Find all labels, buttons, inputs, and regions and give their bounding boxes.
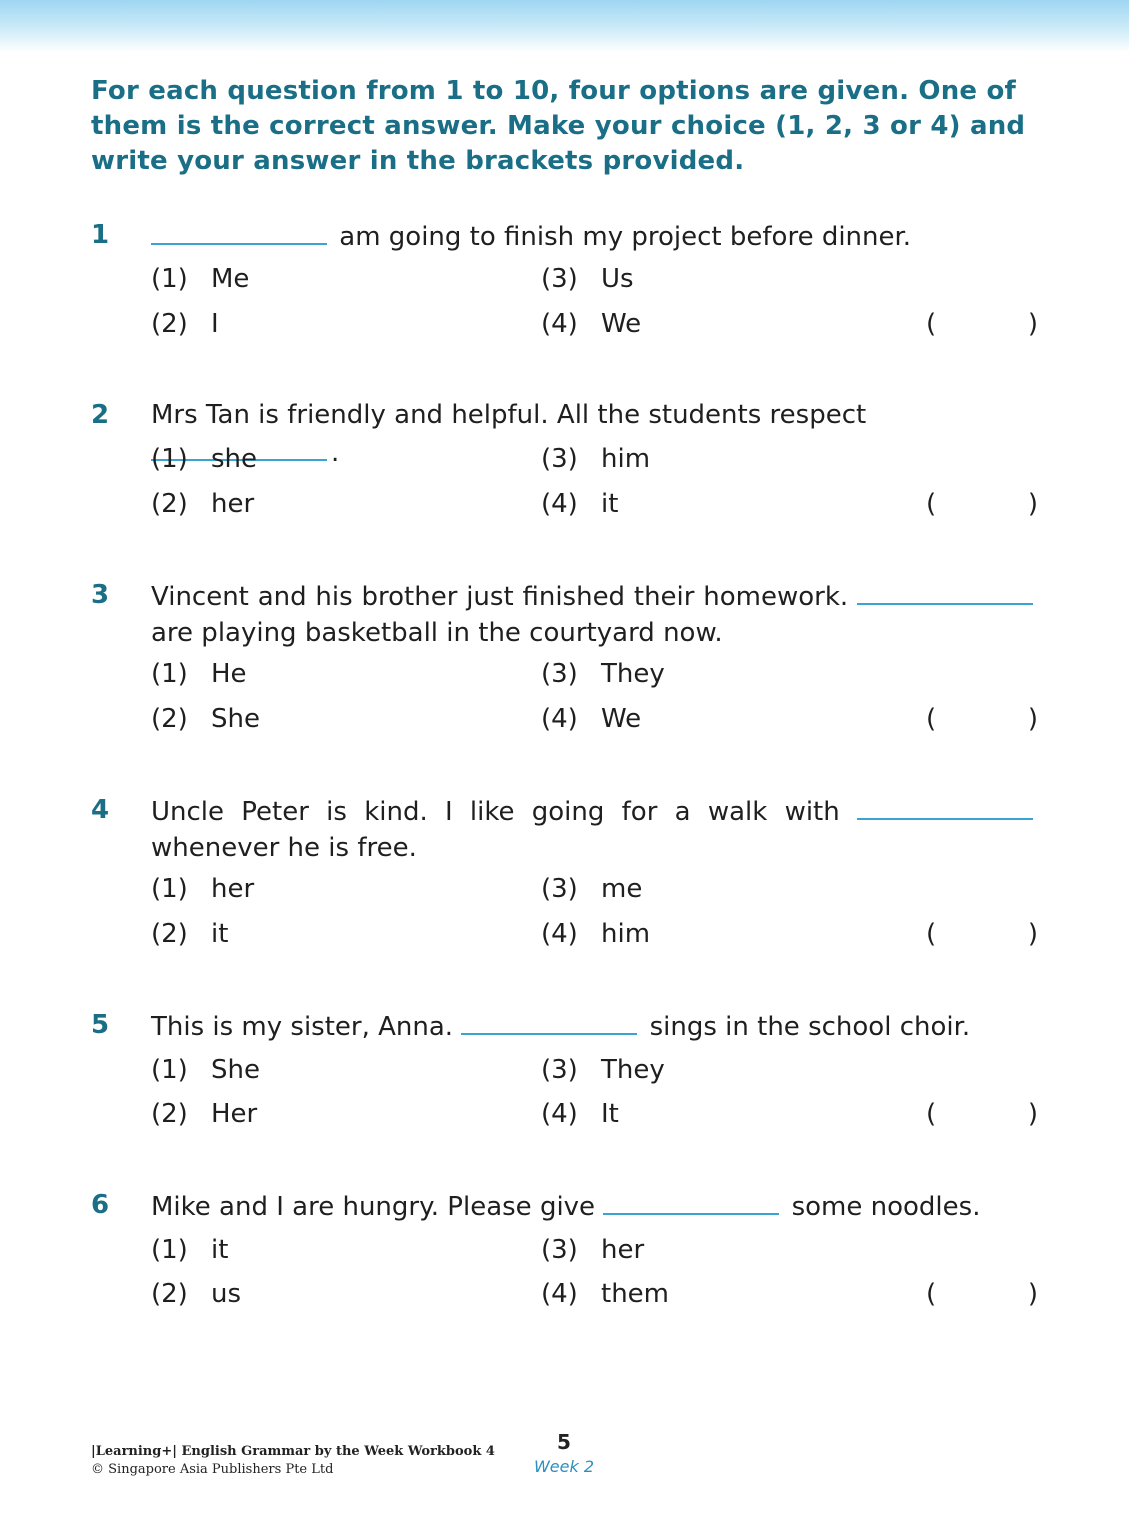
option-4 bbox=[541, 306, 641, 342]
option-number: (4) bbox=[541, 919, 578, 949]
stem-text-before: Vincent and his brother just finished their homework. bbox=[151, 582, 849, 612]
bracket-close: ) bbox=[1027, 489, 1038, 519]
option-4 bbox=[541, 701, 641, 737]
answer-brackets[interactable] bbox=[926, 701, 1038, 737]
question-number: 2 bbox=[91, 400, 110, 430]
option-1 bbox=[151, 871, 254, 907]
bracket-open: ( bbox=[926, 1279, 937, 1309]
option-text: He bbox=[211, 659, 247, 689]
option-number: (4) bbox=[541, 704, 578, 734]
option-number: (1) bbox=[151, 444, 188, 474]
option-text: him bbox=[601, 444, 651, 474]
answer-blank[interactable] bbox=[603, 1187, 779, 1215]
option-text: her bbox=[211, 874, 255, 904]
option-text: it bbox=[211, 1235, 229, 1265]
page-number: 5 bbox=[557, 1430, 571, 1454]
option-text: I bbox=[211, 309, 219, 339]
answer-blank[interactable] bbox=[151, 217, 327, 245]
option-number: (3) bbox=[541, 659, 578, 689]
instructions: For each question from 1 to 10, four options are given. One of them is the correct answer. Make your choice (1, 2, 3 or 4) and write your answer in the brackets provided. bbox=[91, 76, 1026, 176]
option-text: me bbox=[601, 874, 643, 904]
option-number: (1) bbox=[151, 659, 188, 689]
option-text: her bbox=[601, 1235, 645, 1265]
option-number: (1) bbox=[151, 874, 188, 904]
option-4 bbox=[541, 486, 618, 522]
question-stem bbox=[151, 1007, 1037, 1045]
option-3 bbox=[541, 871, 642, 907]
stem-text-after: sings in the school choir. bbox=[649, 1012, 971, 1042]
stem-text-after: whenever he is free. bbox=[151, 833, 417, 863]
question-number: 5 bbox=[91, 1010, 110, 1040]
option-text: We bbox=[601, 309, 642, 339]
option-3 bbox=[541, 1052, 665, 1088]
option-number: (3) bbox=[541, 874, 578, 904]
option-text: us bbox=[211, 1279, 242, 1309]
option-number: (4) bbox=[541, 489, 578, 519]
option-2 bbox=[151, 916, 228, 952]
stem-text-after: are playing basketball in the courtyard now. bbox=[151, 618, 723, 648]
option-number: (2) bbox=[151, 1279, 188, 1309]
option-text: They bbox=[601, 1055, 665, 1085]
copyright: © Singapore Asia Publishers Pte Ltd bbox=[91, 1462, 334, 1477]
question-number: 1 bbox=[91, 220, 110, 250]
option-number: (3) bbox=[541, 264, 578, 294]
option-1 bbox=[151, 261, 249, 297]
option-2 bbox=[151, 306, 219, 342]
option-text: it bbox=[211, 919, 229, 949]
answer-blank[interactable] bbox=[857, 792, 1033, 820]
option-number: (1) bbox=[151, 264, 188, 294]
answer-brackets[interactable] bbox=[926, 1276, 1038, 1312]
bracket-open: ( bbox=[926, 1099, 937, 1129]
option-text: She bbox=[211, 1055, 260, 1085]
option-number: (4) bbox=[541, 309, 578, 339]
option-2 bbox=[151, 1276, 241, 1312]
option-text: him bbox=[601, 919, 651, 949]
stem-text-before: This is my sister, Anna. bbox=[151, 1012, 454, 1042]
option-number: (2) bbox=[151, 489, 188, 519]
option-text: she bbox=[211, 444, 258, 474]
week-label: Week 2 bbox=[533, 1457, 595, 1476]
option-number: (1) bbox=[151, 1055, 188, 1085]
bracket-close: ) bbox=[1027, 309, 1038, 339]
answer-brackets[interactable] bbox=[926, 306, 1038, 342]
bracket-open: ( bbox=[926, 704, 937, 734]
question-number: 4 bbox=[91, 795, 110, 825]
option-number: (2) bbox=[151, 1099, 188, 1129]
option-1 bbox=[151, 1232, 228, 1268]
option-number: (3) bbox=[541, 1055, 578, 1085]
option-number: (3) bbox=[541, 444, 578, 474]
option-text: Us bbox=[601, 264, 634, 294]
option-text: They bbox=[601, 659, 665, 689]
option-number: (1) bbox=[151, 1235, 188, 1265]
stem-text-before: Uncle Peter is kind. I like going for a walk with bbox=[151, 797, 840, 827]
bracket-close: ) bbox=[1027, 919, 1038, 949]
stem-text-before: Mike and I are hungry. Please give bbox=[151, 1192, 596, 1222]
option-2 bbox=[151, 1096, 257, 1132]
stem-text-after: am going to finish my project before dinner. bbox=[339, 222, 912, 252]
option-text: them bbox=[601, 1279, 669, 1309]
option-number: (2) bbox=[151, 919, 188, 949]
bracket-open: ( bbox=[926, 919, 937, 949]
option-2 bbox=[151, 486, 254, 522]
option-4 bbox=[541, 1096, 619, 1132]
answer-brackets[interactable] bbox=[926, 916, 1038, 952]
option-2 bbox=[151, 701, 260, 737]
question-number: 6 bbox=[91, 1190, 110, 1220]
bracket-close: ) bbox=[1027, 704, 1038, 734]
option-text: Me bbox=[211, 264, 250, 294]
option-1 bbox=[151, 1052, 260, 1088]
stem-text-before: Mrs Tan is friendly and helpful. All the students respect bbox=[151, 400, 867, 430]
question-stem bbox=[151, 577, 1037, 651]
option-number: (4) bbox=[541, 1279, 578, 1309]
option-3 bbox=[541, 261, 634, 297]
book-title: |Learning+| English Grammar by the Week Workbook 4 bbox=[91, 1444, 495, 1459]
option-1 bbox=[151, 656, 247, 692]
option-text: It bbox=[601, 1099, 619, 1129]
question-stem bbox=[151, 792, 1037, 866]
option-4 bbox=[541, 1276, 669, 1312]
option-text: her bbox=[211, 489, 255, 519]
option-number: (3) bbox=[541, 1235, 578, 1265]
answer-brackets[interactable] bbox=[926, 1096, 1038, 1132]
option-text: Her bbox=[211, 1099, 258, 1129]
stem-text-after: some noodles. bbox=[791, 1192, 981, 1222]
question-number: 3 bbox=[91, 580, 110, 610]
option-3 bbox=[541, 656, 665, 692]
option-number: (2) bbox=[151, 704, 188, 734]
option-3 bbox=[541, 1232, 644, 1268]
option-number: (2) bbox=[151, 309, 188, 339]
bracket-close: ) bbox=[1027, 1279, 1038, 1309]
footer-credits bbox=[91, 1443, 495, 1479]
option-3 bbox=[541, 441, 650, 477]
option-4 bbox=[541, 916, 650, 952]
option-number: (4) bbox=[541, 1099, 578, 1129]
bracket-open: ( bbox=[926, 489, 937, 519]
top-color-band bbox=[0, 0, 1129, 52]
option-text: We bbox=[601, 704, 642, 734]
option-text: it bbox=[601, 489, 619, 519]
answer-blank[interactable] bbox=[857, 577, 1033, 605]
option-text: She bbox=[211, 704, 260, 734]
question-stem bbox=[151, 217, 1037, 255]
answer-brackets[interactable] bbox=[926, 486, 1038, 522]
bracket-open: ( bbox=[926, 309, 937, 339]
answer-blank[interactable] bbox=[461, 1007, 637, 1035]
stem-text-after: . bbox=[331, 438, 340, 468]
option-1 bbox=[151, 441, 257, 477]
bracket-close: ) bbox=[1027, 1099, 1038, 1129]
question-stem bbox=[151, 1187, 1037, 1225]
